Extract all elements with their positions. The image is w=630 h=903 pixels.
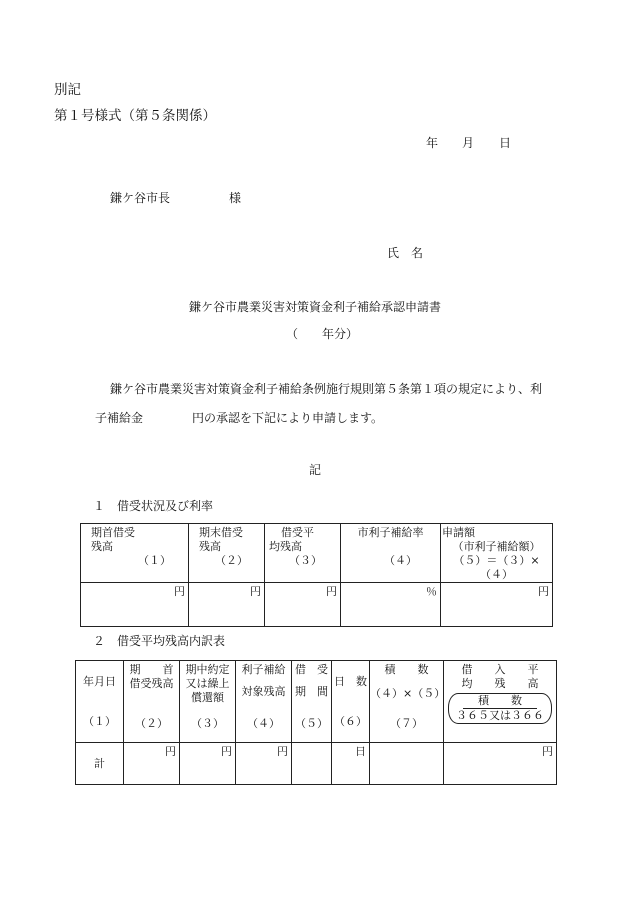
t1-col2-value[interactable]: [189, 583, 265, 627]
t2-col6-header: [332, 661, 370, 743]
t1-col2-line2: 残高: [199, 540, 221, 553]
t2-col8-line1: 借 入 平: [461, 663, 539, 676]
t2-col2-header: [124, 661, 180, 743]
body-line-2b: 円の承認を下記により申請します。: [192, 411, 384, 425]
t2-col8-denominator: ３６５又は３６６: [456, 709, 544, 722]
t2-col6-label: 日 数: [334, 675, 367, 688]
t2-col6-total[interactable]: [332, 743, 370, 785]
document-year: （ 年分）: [286, 327, 359, 341]
t1-col1-header: [81, 524, 189, 583]
t1-col5-value[interactable]: [441, 583, 553, 627]
t1-col4-value[interactable]: [341, 583, 441, 627]
t1-col4-line1: 市利子補給率: [357, 526, 424, 539]
t1-col3-value[interactable]: [265, 583, 341, 627]
t1-col5-line2: （市利子補給額）: [452, 540, 541, 553]
t2-col7-line2: （４）×（５）: [370, 687, 446, 700]
date-day: 日: [499, 136, 512, 150]
t2-col7-total[interactable]: [370, 743, 444, 785]
t2-col3-line3: 償還額: [191, 691, 224, 704]
t2-col4-line2: 対象残高: [241, 685, 286, 698]
t1-col5-num: （５）＝（３）×（４）: [453, 554, 540, 581]
t2-col5-line1: 借 受: [295, 663, 328, 676]
t2-col4-unit: 円: [277, 745, 288, 758]
t1-col4-header: [341, 524, 441, 583]
t1-col5-unit: 円: [538, 585, 549, 598]
t2-col8-header: [444, 661, 557, 743]
t2-col6-unit: 日: [355, 745, 366, 758]
t2-col3-total[interactable]: [180, 743, 236, 785]
t1-col2-line1: 期末借受: [199, 526, 243, 539]
date-month: 月: [462, 136, 475, 150]
date-year: 年: [426, 136, 439, 150]
t2-col2-unit: 円: [165, 745, 176, 758]
t1-col4-unit: ％: [426, 585, 437, 598]
record-mark: 記: [309, 463, 322, 477]
t2-col8-line2: 均 残 高: [461, 677, 539, 690]
t1-col1-unit: 円: [174, 585, 185, 598]
t1-col3-line2: 均残高: [269, 540, 302, 553]
t2-col3-line2: 又は繰上: [185, 677, 230, 690]
t1-col3-line1: 借受平: [281, 526, 314, 539]
t2-col7-header: [370, 661, 444, 743]
t2-col3-num: （３）: [191, 717, 224, 730]
t2-col8-total[interactable]: [444, 743, 557, 785]
t2-col6-num: （６）: [334, 715, 367, 728]
t2-col3-header: [180, 661, 236, 743]
t2-col4-line1: 利子補給: [241, 663, 286, 676]
t1-col4-num: （４）: [384, 554, 417, 567]
t2-col3-line1: 期中約定: [185, 663, 230, 676]
t1-col2-unit: 円: [250, 585, 261, 598]
t2-col3-unit: 円: [221, 745, 232, 758]
table2-header-row: [76, 661, 557, 743]
loan-status-table: [80, 523, 553, 627]
t2-col8-numerator: 積 数: [463, 694, 537, 709]
t1-col1-line1: 期首借受: [91, 526, 135, 539]
t1-col3-unit: 円: [326, 585, 337, 598]
t1-col3-num: （３）: [289, 554, 322, 567]
t2-col2-total[interactable]: [124, 743, 180, 785]
section2-heading: ２ 借受平均残高内訳表: [93, 634, 226, 648]
t2-col4-num: （４）: [247, 717, 280, 730]
body-line-2a: 子補給金: [95, 411, 144, 425]
form-number: 第１号様式（第５条関係）: [54, 108, 216, 124]
t2-col2-line2: 借受残高: [129, 677, 174, 690]
t2-col8-fraction: [448, 693, 552, 724]
addressee-office: 鎌ケ谷市長: [110, 191, 171, 205]
table1-header-row: [81, 524, 553, 583]
annex-label: 別記: [54, 82, 81, 98]
t2-col2-num: （２）: [135, 717, 168, 730]
t2-col5-num: （５）: [295, 717, 328, 730]
t1-col1-num: （１）: [138, 554, 171, 567]
t1-col5-line1: 申請額: [442, 526, 475, 539]
t2-col1-num: （１）: [83, 715, 116, 728]
t2-total-label: 計: [94, 757, 105, 770]
t1-col2-header: [189, 524, 265, 583]
body-line-1: 鎌ケ谷市農業災害対策資金利子補給条例施行規則第５条第１項の規定により、利: [110, 382, 543, 396]
t2-col1-label: 年月日: [83, 675, 116, 688]
t1-col2-num: （２）: [215, 554, 248, 567]
table1-value-row: [81, 583, 553, 627]
t2-col5-header: [292, 661, 332, 743]
section1-heading: １ 借受状況及び利率: [93, 499, 214, 513]
t2-col5-total[interactable]: [292, 743, 332, 785]
t1-col1-value[interactable]: [81, 583, 189, 627]
average-balance-table: [75, 660, 557, 785]
document-title: 鎌ケ谷市農業災害対策資金利子補給承認申請書: [188, 300, 441, 314]
t2-col4-total[interactable]: [236, 743, 292, 785]
t1-col5-header: [441, 524, 553, 583]
addressee-honorific: 様: [229, 191, 242, 205]
t2-col4-header: [236, 661, 292, 743]
applicant-name-label: 氏 名: [387, 246, 424, 260]
t2-col7-line1: 積 数: [384, 663, 429, 676]
t2-total-label-cell: [76, 743, 124, 785]
t1-col1-line2: 残高: [91, 540, 113, 553]
t2-col8-unit: 円: [542, 745, 553, 758]
t2-col5-line2: 期 間: [295, 685, 328, 698]
table2-total-row: [76, 743, 557, 785]
t2-col2-line1: 期 首: [129, 663, 174, 676]
t2-col1-header: [76, 661, 124, 743]
t1-col3-header: [265, 524, 341, 583]
t2-col7-num: （７）: [390, 717, 423, 730]
